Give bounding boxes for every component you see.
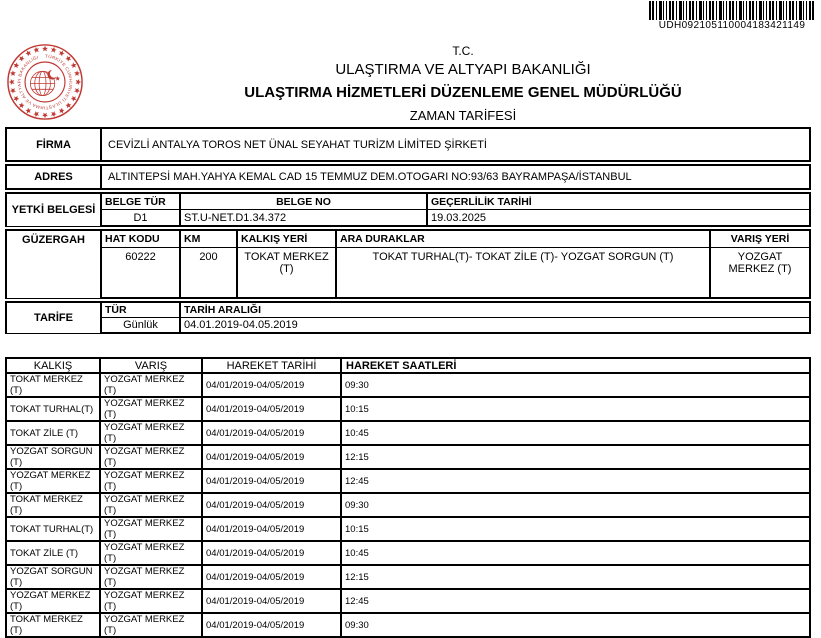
- title-country: T.C.: [452, 44, 474, 58]
- hat-kodu-header: HAT KODU: [101, 230, 180, 248]
- table-row: [6, 589, 810, 613]
- schedule-table: [5, 357, 811, 638]
- varis-cell: YOZGAT MERKEZ (T): [100, 469, 202, 493]
- hareket-tarihi-cell: 04/01/2019-04/05/2019: [202, 589, 341, 613]
- varis-column-header: VARIŞ: [100, 358, 202, 373]
- barcode-value: UDH092105110004183421149: [658, 20, 806, 31]
- table-row: [6, 493, 810, 517]
- kalkis-column-header: KALKIŞ: [6, 358, 100, 373]
- ministry-seal-icon: [6, 42, 84, 122]
- adres-value: ALTINTEPSİ MAH.YAHYA KEMAL CAD 15 TEMMUZ DEM.OTOGARI NO:93/63 BAYRAMPAŞA/İSTANBUL: [101, 165, 810, 189]
- table-row: [6, 373, 810, 397]
- kalkis-cell: YOZGAT MERKEZ (T): [6, 469, 100, 493]
- hareket-tarihi-cell: 04/01/2019-04/05/2019: [202, 541, 341, 565]
- guzergah-label: GÜZERGAH: [6, 230, 101, 298]
- belge-tur-value: D1: [101, 210, 180, 227]
- km-value: 200: [180, 248, 237, 299]
- hareket-tarihi-cell: 04/01/2019-04/05/2019: [202, 565, 341, 589]
- kalkis-cell: TOKAT MERKEZ (T): [6, 373, 100, 397]
- hareket-saatleri-cell: 12:15: [341, 445, 810, 469]
- ara-duraklar-header: ARA DURAKLAR: [336, 230, 710, 248]
- kalkis-cell: TOKAT MERKEZ (T): [6, 493, 100, 517]
- tarih-araligi-header: TARİH ARALIĞI: [180, 302, 810, 318]
- belge-no-header: BELGE NO: [180, 193, 427, 210]
- hareket-saatleri-cell: 09:30: [341, 493, 810, 517]
- hareket-tarihi-cell: 04/01/2019-04/05/2019: [202, 613, 341, 637]
- kalkis-cell: TOKAT TURHAL(T): [6, 517, 100, 541]
- firma-value: CEVİZLİ ANTALYA TOROS NET ÜNAL SEYAHAT TURİZM LİMİTED ŞİRKETİ: [101, 128, 810, 161]
- hareket-tarihi-cell: 04/01/2019-04/05/2019: [202, 445, 341, 469]
- info-table: [5, 127, 811, 336]
- varis-yeri-header: VARIŞ YERİ: [710, 230, 810, 248]
- adres-section: [5, 164, 811, 190]
- page-title: ZAMAN TARİFESİ: [409, 108, 517, 123]
- tur-value: Günlük: [101, 318, 180, 334]
- tarih-araligi-value: 04.01.2019-04.05.2019: [180, 318, 810, 334]
- hareket-saatleri-cell: 10:15: [341, 397, 810, 421]
- kalkis-cell: TOKAT ZİLE (T): [6, 421, 100, 445]
- hareket-tarihi-column-header: HAREKET TARİHİ: [202, 358, 341, 373]
- guzergah-section: [5, 229, 811, 299]
- seal-crescent-star-icon: [47, 70, 60, 81]
- hareket-saatleri-cell: 09:30: [341, 613, 810, 637]
- kalkis-cell: YOZGAT SORGUN (T): [6, 445, 100, 469]
- kalkis-cell: TOKAT MERKEZ (T): [6, 613, 100, 637]
- hareket-saatleri-cell: 10:45: [341, 541, 810, 565]
- hat-kodu-value: 60222: [101, 248, 180, 299]
- varis-cell: YOZGAT MERKEZ (T): [100, 397, 202, 421]
- kalkis-cell: YOZGAT MERKEZ (T): [6, 589, 100, 613]
- table-row: [6, 541, 810, 565]
- table-row: [6, 445, 810, 469]
- belge-tur-header: BELGE TÜR: [101, 193, 180, 210]
- kalkis-yeri-header: KALKIŞ YERİ: [237, 230, 336, 248]
- kalkis-cell: TOKAT TURHAL(T): [6, 397, 100, 421]
- table-row: [6, 397, 810, 421]
- varis-cell: YOZGAT MERKEZ (T): [100, 565, 202, 589]
- hareket-saatleri-cell: 12:45: [341, 469, 810, 493]
- kalkis-cell: YOZGAT SORGUN (T): [6, 565, 100, 589]
- varis-cell: YOZGAT MERKEZ (T): [100, 613, 202, 637]
- varis-cell: YOZGAT MERKEZ (T): [100, 373, 202, 397]
- table-row: [6, 421, 810, 445]
- hareket-saatleri-cell: 10:45: [341, 421, 810, 445]
- hareket-tarihi-cell: 04/01/2019-04/05/2019: [202, 397, 341, 421]
- gecerlilik-tarihi-header: GEÇERLİLİK TARİHİ: [427, 193, 810, 210]
- hareket-tarihi-cell: 04/01/2019-04/05/2019: [202, 421, 341, 445]
- schedule-header-row: [6, 358, 810, 373]
- varis-yeri-value: YOZGAT MERKEZ (T): [710, 248, 810, 299]
- schedule-body: [6, 373, 810, 637]
- hareket-saatleri-column-header: HAREKET SAATLERİ: [341, 358, 810, 373]
- varis-cell: YOZGAT MERKEZ (T): [100, 517, 202, 541]
- hareket-saatleri-cell: 12:15: [341, 565, 810, 589]
- belge-no-value: ST.U-NET.D1.34.372: [180, 210, 427, 227]
- table-row: [6, 517, 810, 541]
- firma-section: [5, 127, 811, 162]
- yetki-belgesi-section: [5, 192, 811, 227]
- ara-duraklar-value: TOKAT TURHAL(T)- TOKAT ZİLE (T)- YOZGAT SORGUN (T): [336, 248, 710, 299]
- hareket-tarihi-cell: 04/01/2019-04/05/2019: [202, 493, 341, 517]
- varis-cell: YOZGAT MERKEZ (T): [100, 589, 202, 613]
- table-row: [6, 613, 810, 637]
- gecerlilik-tarihi-value: 19.03.2025: [427, 210, 810, 227]
- varis-cell: YOZGAT MERKEZ (T): [100, 445, 202, 469]
- seal-circular-text: TÜRKİYE CUMHURİYETİ ULAŞTIRMA VE ALTYAPI BAKANLIĞI: [16, 53, 74, 111]
- tur-header: TÜR: [101, 302, 180, 318]
- hareket-saatleri-cell: 10:15: [341, 517, 810, 541]
- hareket-saatleri-cell: 12:45: [341, 589, 810, 613]
- table-row: [6, 565, 810, 589]
- varis-cell: YOZGAT MERKEZ (T): [100, 541, 202, 565]
- km-header: KM: [180, 230, 237, 248]
- table-row: [6, 469, 810, 493]
- kalkis-cell: TOKAT ZİLE (T): [6, 541, 100, 565]
- barcode-icon: [649, 1, 815, 20]
- hareket-saatleri-cell: 09:30: [341, 373, 810, 397]
- hareket-tarihi-cell: 04/01/2019-04/05/2019: [202, 517, 341, 541]
- hareket-tarihi-cell: 04/01/2019-04/05/2019: [202, 469, 341, 493]
- firma-label: FİRMA: [6, 128, 101, 161]
- tarife-section: [5, 301, 811, 334]
- kalkis-yeri-value: TOKAT MERKEZ (T): [237, 248, 336, 299]
- hareket-tarihi-cell: 04/01/2019-04/05/2019: [202, 373, 341, 397]
- yetki-belgesi-label: YETKİ BELGESİ: [6, 193, 101, 226]
- varis-cell: YOZGAT MERKEZ (T): [100, 421, 202, 445]
- varis-cell: YOZGAT MERKEZ (T): [100, 493, 202, 517]
- tarife-label: TARİFE: [6, 302, 101, 333]
- title-ministry: ULAŞTIRMA VE ALTYAPI BAKANLIĞI: [335, 61, 591, 78]
- adres-label: ADRES: [6, 165, 101, 189]
- title-directorate: ULAŞTIRMA HİZMETLERİ DÜZENLEME GENEL MÜDÜRLÜĞÜ: [244, 84, 682, 101]
